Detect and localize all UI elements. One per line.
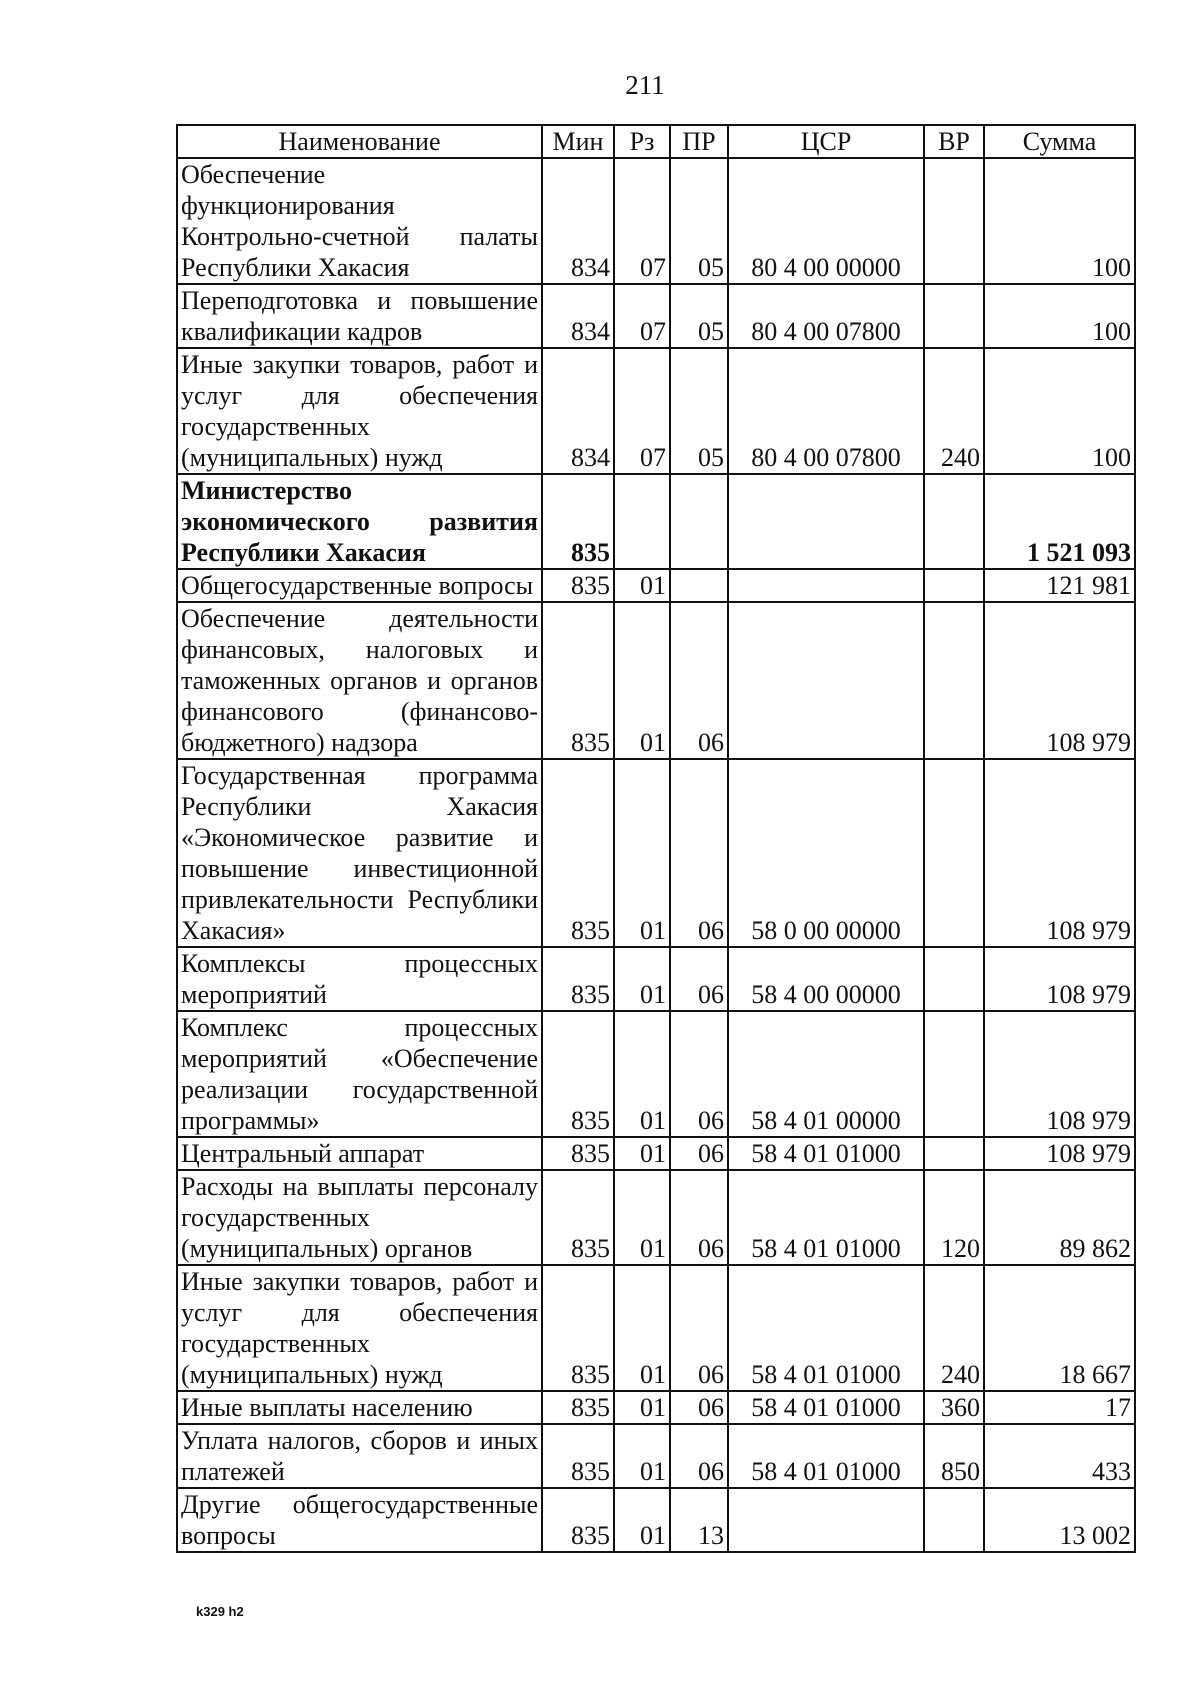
- row-csr: [728, 1488, 924, 1552]
- row-sum: 100: [984, 158, 1135, 284]
- row-sum: 18 667: [984, 1265, 1135, 1391]
- row-pr: 06: [670, 1137, 728, 1170]
- row-name: Уплата налогов, сборов и иных платежей: [177, 1424, 542, 1488]
- row-sum: 433: [984, 1424, 1135, 1488]
- row-csr: 80 4 00 07800: [728, 348, 924, 474]
- row-sum: 1 521 093: [984, 474, 1135, 569]
- row-min: 835: [542, 569, 614, 602]
- row-sum: 108 979: [984, 947, 1135, 1011]
- header-vr: ВР: [924, 125, 984, 158]
- row-name: Общегосударственные вопросы: [177, 569, 542, 602]
- row-vr: 850: [924, 1424, 984, 1488]
- row-vr: 360: [924, 1391, 984, 1424]
- table-row: [177, 1137, 1135, 1170]
- row-vr: [924, 947, 984, 1011]
- row-csr: [728, 602, 924, 759]
- row-vr: [924, 474, 984, 569]
- row-min: 835: [542, 1170, 614, 1265]
- row-pr: 06: [670, 947, 728, 1011]
- row-min: 835: [542, 1137, 614, 1170]
- row-vr: 240: [924, 1265, 984, 1391]
- row-vr: 120: [924, 1170, 984, 1265]
- row-name: Комплекс процессных мероприятий «Обеспечение реализации государственной программы»: [177, 1011, 542, 1137]
- table-row: [177, 1011, 1135, 1137]
- row-sum: 108 979: [984, 759, 1135, 947]
- row-vr: [924, 1488, 984, 1552]
- row-vr: [924, 569, 984, 602]
- row-rz: [614, 474, 670, 569]
- budget-table: [176, 124, 1136, 1553]
- row-min: 834: [542, 284, 614, 348]
- row-pr: [670, 474, 728, 569]
- row-min: 834: [542, 348, 614, 474]
- table-header-row: [177, 125, 1135, 158]
- row-pr: 05: [670, 158, 728, 284]
- row-pr: 05: [670, 284, 728, 348]
- table-row: [177, 602, 1135, 759]
- row-vr: [924, 1011, 984, 1137]
- row-sum: 89 862: [984, 1170, 1135, 1265]
- header-rz: Рз: [614, 125, 670, 158]
- document-code: k329 h2: [196, 1604, 244, 1619]
- row-sum: 108 979: [984, 602, 1135, 759]
- table-row: [177, 348, 1135, 474]
- row-csr: [728, 474, 924, 569]
- row-rz: 07: [614, 158, 670, 284]
- row-min: 835: [542, 474, 614, 569]
- table-row: [177, 1170, 1135, 1265]
- row-name: Переподготовка и повышение квалификации кадров: [177, 284, 542, 348]
- row-name: Другие общегосударственные вопросы: [177, 1488, 542, 1552]
- row-min: 834: [542, 158, 614, 284]
- row-name: Центральный аппарат: [177, 1137, 542, 1170]
- row-vr: 240: [924, 348, 984, 474]
- row-csr: 58 0 00 00000: [728, 759, 924, 947]
- row-min: 835: [542, 602, 614, 759]
- row-csr: [728, 569, 924, 602]
- row-name: Иные закупки товаров, работ и услуг для обеспечения государственных (муниципальных) нужд: [177, 1265, 542, 1391]
- row-vr: [924, 284, 984, 348]
- row-rz: 01: [614, 569, 670, 602]
- row-min: 835: [542, 1488, 614, 1552]
- row-sum: 121 981: [984, 569, 1135, 602]
- table-row: [177, 1424, 1135, 1488]
- row-rz: 01: [614, 947, 670, 1011]
- row-rz: 01: [614, 1391, 670, 1424]
- table-row: [177, 1265, 1135, 1391]
- row-sum: 100: [984, 348, 1135, 474]
- row-pr: 06: [670, 1170, 728, 1265]
- row-csr: 58 4 01 01000: [728, 1424, 924, 1488]
- row-rz: 01: [614, 602, 670, 759]
- row-min: 835: [542, 947, 614, 1011]
- row-pr: 06: [670, 759, 728, 947]
- row-csr: 58 4 01 01000: [728, 1170, 924, 1265]
- header-pr: ПР: [670, 125, 728, 158]
- table-row: [177, 947, 1135, 1011]
- row-vr: [924, 759, 984, 947]
- row-csr: 58 4 01 00000: [728, 1011, 924, 1137]
- row-name: Иные закупки товаров, работ и услуг для обеспечения государственных (муниципальных) нужд: [177, 348, 542, 474]
- row-name: Обеспечение деятельности финансовых, налоговых и таможенных органов и органов финансового (финансово-бюджетного) надзора: [177, 602, 542, 759]
- row-rz: 01: [614, 1011, 670, 1137]
- row-csr: 58 4 01 01000: [728, 1391, 924, 1424]
- row-pr: 06: [670, 1265, 728, 1391]
- row-csr: 80 4 00 00000: [728, 158, 924, 284]
- row-pr: 06: [670, 1424, 728, 1488]
- row-rz: 01: [614, 759, 670, 947]
- row-rz: 07: [614, 348, 670, 474]
- row-pr: [670, 569, 728, 602]
- table-row: [177, 1488, 1135, 1552]
- row-min: 835: [542, 759, 614, 947]
- row-pr: 13: [670, 1488, 728, 1552]
- row-name: Иные выплаты населению: [177, 1391, 542, 1424]
- row-csr: 58 4 01 01000: [728, 1265, 924, 1391]
- row-csr: 58 4 01 01000: [728, 1137, 924, 1170]
- row-min: 835: [542, 1011, 614, 1137]
- row-name: Расходы на выплаты персоналу государственных (муниципальных) органов: [177, 1170, 542, 1265]
- row-sum: 13 002: [984, 1488, 1135, 1552]
- row-sum: 108 979: [984, 1011, 1135, 1137]
- row-rz: 07: [614, 284, 670, 348]
- table-row: [177, 759, 1135, 947]
- table-row: [177, 569, 1135, 602]
- table-row: [177, 158, 1135, 284]
- row-pr: 06: [670, 602, 728, 759]
- row-pr: 06: [670, 1391, 728, 1424]
- table-row: [177, 474, 1135, 569]
- table-row: [177, 284, 1135, 348]
- row-vr: [924, 158, 984, 284]
- row-rz: 01: [614, 1424, 670, 1488]
- row-vr: [924, 602, 984, 759]
- row-name: Комплексы процессных мероприятий: [177, 947, 542, 1011]
- row-sum: 17: [984, 1391, 1135, 1424]
- page-number: 211: [625, 70, 665, 100]
- header-min: Мин: [542, 125, 614, 158]
- row-pr: 06: [670, 1011, 728, 1137]
- row-name: Министерство экономического развития Республики Хакасия: [177, 474, 542, 569]
- row-vr: [924, 1137, 984, 1170]
- header-csr: ЦСР: [728, 125, 924, 158]
- row-rz: 01: [614, 1488, 670, 1552]
- row-min: 835: [542, 1424, 614, 1488]
- header-sum: Сумма: [984, 125, 1135, 158]
- row-sum: 100: [984, 284, 1135, 348]
- row-min: 835: [542, 1391, 614, 1424]
- row-name: Обеспечение функционирования Контрольно-счетной палаты Республики Хакасия: [177, 158, 542, 284]
- header-name: Наименование: [177, 125, 542, 158]
- row-rz: 01: [614, 1170, 670, 1265]
- row-pr: 05: [670, 348, 728, 474]
- row-rz: 01: [614, 1265, 670, 1391]
- row-csr: 58 4 00 00000: [728, 947, 924, 1011]
- row-min: 835: [542, 1265, 614, 1391]
- row-name: Государственная программа Республики Хакасия «Экономическое развитие и повышение инвестиционной привлекательности Республики Хакасия»: [177, 759, 542, 947]
- table-row: [177, 1391, 1135, 1424]
- row-rz: 01: [614, 1137, 670, 1170]
- row-csr: 80 4 00 07800: [728, 284, 924, 348]
- row-sum: 108 979: [984, 1137, 1135, 1170]
